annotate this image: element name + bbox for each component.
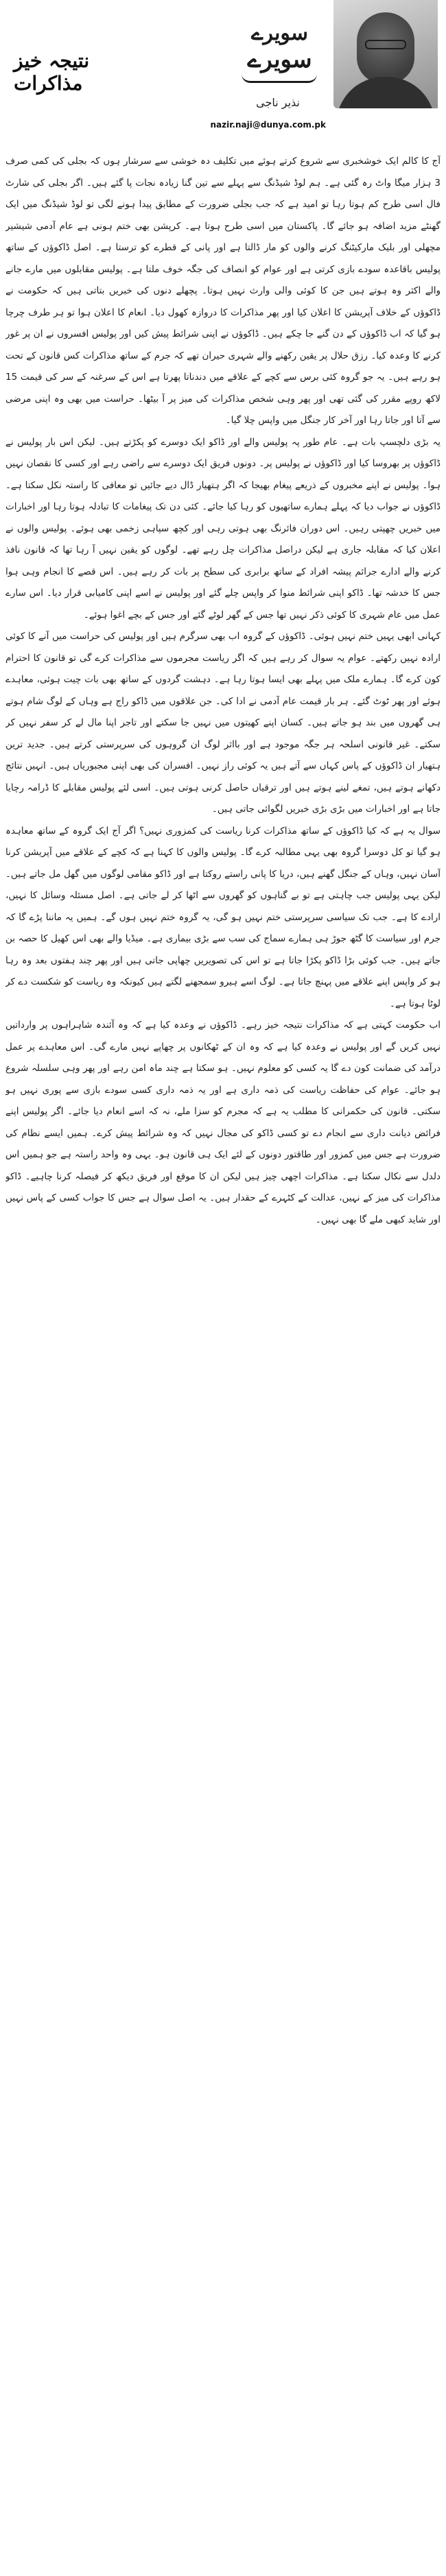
author-photo-shoulders bbox=[336, 77, 435, 108]
author-photo-glasses bbox=[365, 40, 406, 49]
column-logo-swirl bbox=[242, 74, 317, 83]
article-paragraph: کہانی ابھی یہیں ختم نہیں ہوئی۔ ڈاکوؤں کے گروہ اب بھی سرگرم ہیں اور پولیس کی حراست میں آنے کا کوئی ارادہ نہیں رکھتے۔ عوام یہ سوال کر رہے ہیں کہ اگر ریاست مجرموں سے مذاکرات کرے گی تو قانون کا احترام کون کرے گا۔ ہمارے ملک میں پہلے بھی ایسا ہوتا رہا ہے۔ دہشت گردوں کے ساتھ بھی بات چیت ہوئی، معاہدے ہوئے اور پھر ٹوٹ گئے۔ ہر بار قیمت عام آدمی نے ادا کی۔ جن علاقوں میں ڈاکو راج ہے وہاں کے لوگ شام ہوتے ہی گھروں میں بند ہو جاتے ہیں۔ کسان اپنے کھیتوں میں نہیں جا سکتے اور تاجر اپنا مال لے کر سفر نہیں کر سکتے۔ غیر قانونی اسلحہ ہر جگہ موجود ہے اور بااثر لوگ ان گروہوں کی سرپرستی کرتے ہیں۔ جدید ترین ہتھیار ان ڈاکوؤں کے پاس کہاں سے آتے ہیں یہ کوئی راز نہیں۔ افسران کی بھی اپنی مجبوریاں ہیں۔ انہیں نتائج دکھانے ہوتے ہیں، تمغے لینے ہوتے ہیں اور ترقیاں حاصل کرنی ہوتی ہیں۔ اسی لئے پولیس مقابلے کا ڈرامہ رچایا جاتا ہے اور اخبارات میں بڑی بڑی خبریں لگوائی جاتی ہیں۔ bbox=[5, 631, 441, 815]
article-title: نتیجہ خیز مذاکرات bbox=[14, 49, 90, 95]
author-name: نذیر ناجی bbox=[256, 96, 300, 109]
article-paragraph: آج کا کالم ایک خوشخبری سے شروع کرتے ہوئے میں تکلیف دہ خوشی سے سرشار ہوں کہ بجلی کی کمی صرف 3 ہزار میگا واٹ رہ گئی ہے۔ ہم لوڈ شیڈنگ سے پہلے سے تین گنا زیادہ نجات پا گئے ہیں۔ اگر بجلی کی شارٹ فال اسی طرح کم ہوتا رہا تو امید ہے کہ جب بجلی ضرورت کے مطابق پیدا ہونے لگی تو لوڈ شیڈنگ میں ایک گھنٹے مزید اضافہ ہو جائے گا۔ پاکستان میں اسی طرح ہوتا ہے۔ کرپشن بھی ختم ہونی ہے عام آدمی شیشیر مچھلی اور بلیک مارکیٹنگ کرنے والوں کو مار ڈالتا ہے اور پانی کے قطرے کو ترستا ہے۔ اصل ڈاکوؤں کے ساتھ پولیس باقاعدہ سودے بازی کرتی ہے اور عوام کو انصاف کی جگہ خوف ملتا ہے۔ پولیس مقابلوں میں مارے جانے والے اکثر وہ ہوتے ہیں جن کا کوئی والی وارث نہیں ہوتا۔ پچھلے دنوں کی خبریں بتاتی ہیں کہ حکومت نے ڈاکوؤں کے خلاف آپریشن کا اعلان کیا اور پھر مذاکرات کا دروازہ کھول دیا۔ انعام کا اعلان ہوا تو ہر طرف چرچا ہو گیا کہ اب ڈاکوؤں کے دن گنے جا چکے ہیں۔ ڈاکوؤں نے اپنی شرائط پیش کیں اور پولیس افسروں نے ان پر غور کرنے کا وعدہ کیا۔ رزق حلال پر یقین رکھنے والے شہری حیران تھے کہ جرم کے ساتھ مذاکرات کس قانون کے تحت ہو رہے ہیں۔ یہ جو گروہ کئی برس سے کچے کے علاقے میں دندناتا پھرتا ہے اس کے سرغنہ کے سر کی قیمت 15 لاکھ روپے مقرر کی گئی تھی اور پھر وہی شخص مذاکرات کی میز پر آ بیٹھا۔ حراست میں بھی وہ اپنی مرضی سے آتا اور جاتا رہا اور آخر کار جنگل میں واپس چلا گیا۔ bbox=[5, 156, 441, 426]
article-paragraph: سوال یہ ہے کہ کیا ڈاکوؤں کے ساتھ مذاکرات کرنا ریاست کی کمزوری نہیں؟ اگر آج ایک گروہ کے ساتھ معاہدہ ہو گیا تو کل دوسرا گروہ بھی یہی مطالبہ کرے گا۔ پولیس والوں کا کہنا ہے کہ کچے کے علاقے میں آپریشن کرنا آسان نہیں، وہاں کے جنگل گھنے ہیں، دریا کا پانی راستے روکتا ہے اور ڈاکو مقامی لوگوں میں گھل مل جاتے ہیں۔ لیکن یہی پولیس جب چاہتی ہے تو بے گناہوں کو گھروں سے اٹھا کر لے جاتی ہے۔ اصل مسئلہ وسائل کا نہیں، ارادے کا ہے۔ جب تک سیاسی سرپرستی ختم نہیں ہو گی، یہ گروہ ختم نہیں ہوں گے۔ ہمیں یہ ماننا پڑے گا کہ جرم اور سیاست کا گٹھ جوڑ ہی ہمارے سماج کی سب سے بڑی بیماری ہے۔ میڈیا والے بھی اس کھیل کا حصہ بن جاتے ہیں۔ جب کوئی بڑا ڈاکو پکڑا جاتا ہے تو اس کی تصویریں چھاپی جاتی ہیں اور پھر چند ہفتوں بعد وہ رہا ہو کر واپس اپنے علاقے میں پہنچ جاتا ہے۔ لوگ اسے ہیرو سمجھنے لگتے ہیں کیونکہ وہ ریاست کو شکست دے کر لوٹا ہوتا ہے۔ bbox=[5, 825, 441, 1009]
column-logo-line2: سویرے bbox=[247, 46, 312, 73]
column-header bbox=[0, 0, 446, 147]
article-paragraph: یہ بڑی دلچسپ بات ہے۔ عام طور پہ پولیس والے اور ڈاکو ایک دوسرے کو پکڑتے ہیں۔ لیکن اس بار پولیس نے ڈاکوؤں پر بھروسا کیا اور ڈاکوؤں نے پولیس پر۔ دونوں فریق ایک دوسرے سے راضی رہے اور کسی کا نقصان نہیں ہوا۔ پولیس نے اپنے مخبروں کے ذریعے پیغام بھیجا کہ اگر ہتھیار ڈال دیے جائیں تو معافی کا راستہ نکل سکتا ہے۔ ڈاکوؤں نے جواب دیا کہ پہلے ہمارے ساتھیوں کو رہا کیا جائے۔ کئی دن تک پیغامات کا تبادلہ ہوتا رہا اور اخبارات میں خبریں چھپتی رہیں۔ اس دوران فائرنگ بھی ہوتی رہی اور کچھ سپاہی زخمی بھی ہوئے۔ پولیس والوں نے اعلان کیا کہ مقابلہ جاری ہے لیکن دراصل مذاکرات چل رہے تھے۔ لوگوں کو یقین نہیں آ رہا تھا کہ قانون نافذ کرنے والے ادارے جرائم پیشہ افراد کے ساتھ برابری کی سطح پر بات کر رہے ہیں۔ اس قصے کا انجام وہی ہوا جس کا خدشہ تھا۔ ڈاکو اپنی شرائط منوا کر واپس چلے گئے اور پولیس نے اسے اپنی کامیابی قرار دیا۔ اس سارے عمل میں عام شہری کا کوئی ذکر نہیں تھا جس کے گھر لوٹے گئے اور جس کے بچے اغوا ہوئے۔ bbox=[5, 436, 441, 621]
column-logo-line1: سویرے bbox=[250, 21, 309, 45]
column-logo bbox=[233, 21, 326, 84]
author-email: nazir.naji@dunya.com.pk bbox=[210, 120, 326, 130]
article-body bbox=[5, 151, 441, 2568]
article-paragraph: اب حکومت کہتی ہے کہ مذاکرات نتیجہ خیز رہے۔ ڈاکوؤں نے وعدہ کیا ہے کہ وہ آئندہ شاہراہوں پر وارداتیں نہیں کریں گے اور پولیس نے وعدہ کیا ہے کہ وہ ان کے ٹھکانوں پر چھاپے نہیں مارے گی۔ اس معاہدے پر عمل درآمد کی ضمانت کون دے گا یہ کسی کو معلوم نہیں۔ ہو سکتا ہے چند ماہ امن رہے اور پھر وہی سلسلہ شروع ہو جائے۔ عوام کی حفاظت ریاست کی ذمہ داری ہے اور یہ ذمہ داری کسی سودے بازی سے پوری نہیں ہو سکتی۔ قانون کی حکمرانی کا مطلب یہ ہے کہ مجرم کو سزا ملے، نہ کہ اسے انعام دیا جائے۔ اگر پولیس اپنے فرائض دیانت داری سے انجام دے تو کسی ڈاکو کی مجال نہیں کہ وہ شرائط پیش کرے۔ ہمیں ایسے نظام کی ضرورت ہے جس میں کمزور اور طاقتور دونوں کے لئے ایک ہی قانون ہو۔ یہی وہ واحد راستہ ہے جو ہمیں اس دلدل سے نکال سکتا ہے۔ مذاکرات اچھی چیز ہیں لیکن ان کا موقع اور فریق دیکھ کر فیصلہ کرنا چاہیے۔ ڈاکو مذاکرات کی میز کے نہیں، عدالت کے کٹہرے کے حقدار ہیں۔ یہ اصل سوال ہے جس کا جواب کسی کے پاس نہیں اور شاید کبھی ملے گا بھی نہیں۔ bbox=[5, 1020, 441, 1225]
author-photo bbox=[333, 0, 438, 108]
